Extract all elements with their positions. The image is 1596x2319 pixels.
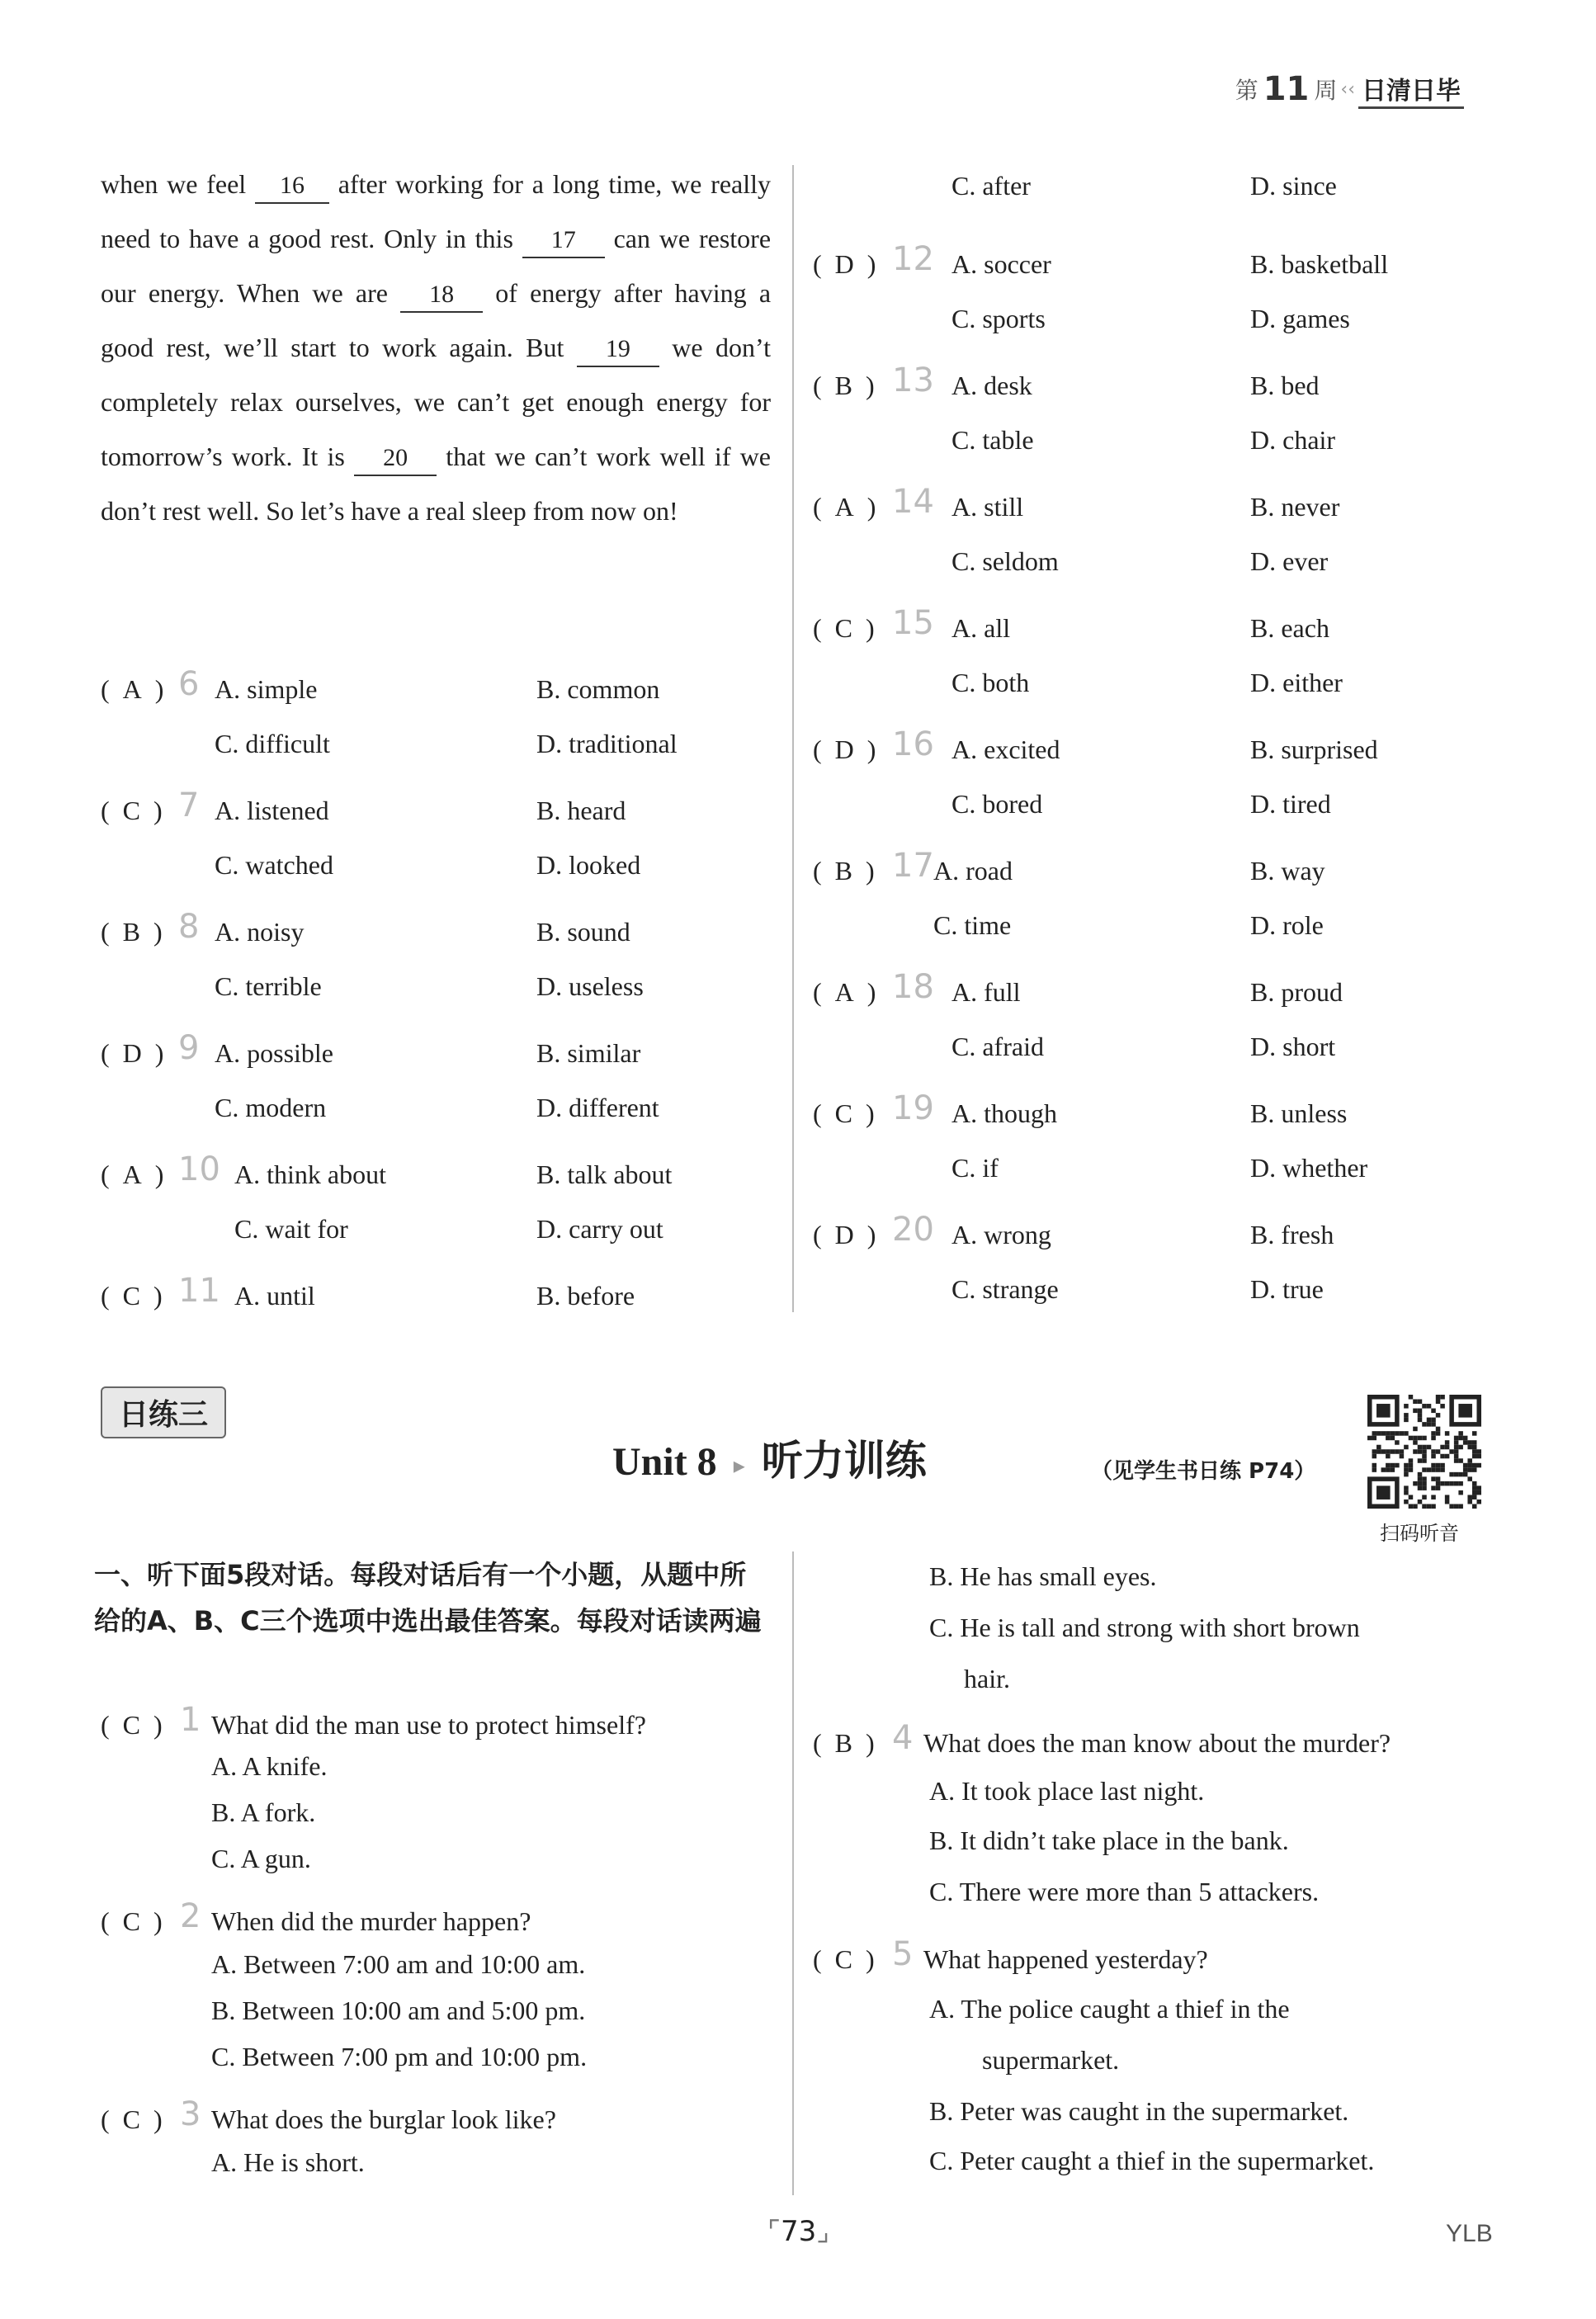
option-c: C. afraid: [951, 1032, 1044, 1061]
blank-17: 17: [522, 224, 605, 258]
option-d: D. useless: [536, 971, 644, 1001]
option-a: A. simple: [215, 674, 318, 704]
option-c: C. time: [933, 910, 1012, 940]
listening-instruction: 一、听下面5段对话。每段对话后有一个小题，从题中所给的A、B、C三个选项中选出最佳答案。每段对话读两遍: [94, 1559, 762, 1637]
answer-letter: B: [834, 371, 852, 400]
week-prefix: 第: [1235, 77, 1258, 104]
answer-letter: C: [122, 1710, 140, 1740]
option-a: A. soccer: [951, 249, 1051, 279]
answer-letter: D: [834, 249, 854, 279]
question-text: When did the murder happen?: [211, 1906, 531, 1936]
answer-letter: A: [122, 674, 142, 704]
option-b: B. basketball: [1250, 249, 1389, 279]
question-number: 14: [892, 483, 934, 521]
answer-paren: ( C ): [101, 796, 163, 825]
option-d: D. looked: [536, 850, 641, 880]
answer-letter: B: [122, 917, 140, 947]
answer-letter: C: [122, 2104, 140, 2134]
option-b: B. sound: [536, 917, 630, 947]
option-c: C. after: [951, 171, 1031, 201]
option-b: B. similar: [536, 1038, 641, 1068]
question-number: 5: [892, 1935, 914, 1973]
option-a: A. listened: [215, 796, 329, 825]
option-d: D. short: [1250, 1032, 1336, 1061]
question-number: 2: [180, 1897, 201, 1935]
option-b: B. never: [1250, 492, 1340, 522]
passage-seg: when we feel: [101, 169, 247, 199]
option-a: A. all: [951, 613, 1011, 643]
option-c: C. table: [951, 425, 1034, 455]
listening-option: B. He has small eyes.: [929, 1561, 1157, 1591]
option-c: C. modern: [215, 1093, 327, 1122]
answer-paren: ( B ): [813, 1728, 875, 1758]
answer-paren: ( A ): [101, 1160, 164, 1189]
listening-option: C. Peter caught a thief in the supermarket.: [929, 2146, 1375, 2175]
listening-option: C. A gun.: [211, 1844, 311, 1873]
answer-letter: C: [834, 613, 852, 643]
question-number: 9: [178, 1029, 200, 1067]
answer-paren: ( D ): [813, 1220, 876, 1249]
blank-16: 16: [255, 169, 329, 204]
day-practice-tag: 日练三: [101, 1386, 226, 1438]
option-d: D. chair: [1250, 425, 1336, 455]
option-b: B. way: [1250, 856, 1325, 886]
unit-subtitle: 听力训练: [761, 1437, 927, 1485]
answer-letter: B: [834, 1728, 852, 1758]
option-c: C. both: [951, 668, 1030, 697]
option-b: B. before: [536, 1281, 635, 1311]
arrow-icon: ▸: [733, 1452, 745, 1479]
listening-option: A. The police caught a thief in the: [929, 1994, 1290, 2024]
question-number: 12: [892, 240, 934, 278]
chevron-icon: ‹‹: [1340, 78, 1355, 100]
option-a: A. excited: [951, 734, 1060, 764]
passage-seg: of energy after having a good rest, we’ll start to work again. But: [101, 278, 772, 362]
question-number: 4: [892, 1719, 914, 1757]
answer-paren: ( B ): [813, 856, 875, 886]
answer-letter: C: [834, 1098, 852, 1128]
answer-letter: A: [834, 977, 854, 1007]
listening-option: C. He is tall and strong with short brown: [929, 1613, 1360, 1642]
week-suffix: 周: [1314, 77, 1338, 104]
passage-seg: we don’t completely relax ourselves, we can’t get enough energy for tomorrow’s work. It is: [101, 333, 772, 471]
passage-seg: can we restore our energy. When we are: [101, 224, 772, 308]
answer-paren: ( D ): [101, 1038, 164, 1068]
answer-letter: D: [834, 734, 854, 764]
blank-20: 20: [354, 442, 437, 476]
answer-paren: ( A ): [813, 977, 876, 1007]
answer-letter: C: [122, 1906, 140, 1936]
question-number: 11: [178, 1272, 220, 1310]
question-number: 3: [180, 2095, 201, 2133]
answer-letter: C: [122, 796, 140, 825]
option-d: D. different: [536, 1093, 659, 1122]
option-c: C. wait for: [234, 1214, 348, 1244]
option-d: D. tired: [1250, 789, 1331, 819]
listening-option: A. Between 7:00 am and 10:00 am.: [211, 1949, 586, 1979]
passage-text: [101, 157, 771, 538]
option-a: A. wrong: [951, 1220, 1051, 1249]
option-a: A. until: [234, 1281, 315, 1311]
option-d: D. ever: [1250, 546, 1329, 576]
option-d: D. true: [1250, 1274, 1324, 1304]
option-d: D. whether: [1250, 1153, 1368, 1183]
question-number: 1: [180, 1701, 201, 1739]
listening-option: B. It didn’t take place in the bank.: [929, 1825, 1289, 1855]
question-number: 8: [178, 908, 200, 946]
answer-paren: ( C ): [813, 613, 875, 643]
column-divider: [792, 165, 794, 1312]
option-c: C. sports: [951, 304, 1046, 333]
qr-code-icon[interactable]: [1367, 1395, 1481, 1509]
listening-option: supermarket.: [982, 2045, 1120, 2075]
answer-letter: C: [834, 1944, 852, 1974]
option-c: C. terrible: [215, 971, 322, 1001]
answer-paren: ( C ): [101, 1710, 163, 1740]
option-b: B. common: [536, 674, 660, 704]
blank-19: 19: [577, 333, 659, 367]
page-number: ⌜73⌟: [767, 2215, 830, 2248]
option-c: C. bored: [951, 789, 1043, 819]
question-text: What does the man know about the murder?: [923, 1728, 1391, 1758]
question-number: 19: [892, 1089, 934, 1127]
option-a: A. though: [951, 1098, 1057, 1128]
option-c: C. strange: [951, 1274, 1059, 1304]
unit-title: [612, 1428, 927, 1487]
question-number: 15: [892, 604, 934, 642]
answer-paren: ( C ): [101, 1906, 163, 1936]
listening-option: A. He is short.: [211, 2147, 365, 2177]
option-b: B. bed: [1250, 371, 1320, 400]
listening-option: B. Peter was caught in the supermarket.: [929, 2096, 1349, 2126]
option-d: D. role: [1250, 910, 1324, 940]
passage-seg: after working for a long time, we really need to have a good rest. Only in this: [101, 169, 772, 253]
answer-paren: ( A ): [813, 492, 876, 522]
option-d: D. either: [1250, 668, 1343, 697]
option-c: C. watched: [215, 850, 333, 880]
option-d: D. carry out: [536, 1214, 663, 1244]
answer-paren: ( C ): [813, 1098, 875, 1128]
answer-paren: ( D ): [813, 734, 876, 764]
answer-paren: ( A ): [101, 674, 164, 704]
option-a: A. possible: [215, 1038, 333, 1068]
answer-paren: ( D ): [813, 249, 876, 279]
footer-code: YLB: [1446, 2220, 1493, 2247]
question-number: 10: [178, 1150, 220, 1188]
option-a: A. road: [933, 856, 1013, 886]
question-number: 17: [892, 847, 934, 885]
option-b: B. heard: [536, 796, 626, 825]
question-text: What did the man use to protect himself?: [211, 1710, 646, 1740]
option-b: B. surprised: [1250, 734, 1378, 764]
option-c: C. if: [951, 1153, 999, 1183]
answer-paren: ( B ): [101, 917, 163, 947]
option-b: B. unless: [1250, 1098, 1348, 1128]
option-b: B. fresh: [1250, 1220, 1334, 1249]
question-text: What does the burglar look like?: [211, 2104, 556, 2134]
question-number: 6: [178, 665, 200, 703]
header-title: 日清日毕: [1358, 70, 1464, 109]
question-number: 16: [892, 725, 934, 763]
answer-letter: A: [122, 1160, 142, 1189]
option-b: B. talk about: [536, 1160, 673, 1189]
question-number: 20: [892, 1211, 934, 1249]
option-b: B. each: [1250, 613, 1329, 643]
listening-option: A. It took place last night.: [929, 1776, 1205, 1806]
question-number: 18: [892, 968, 934, 1006]
answer-paren: ( B ): [813, 371, 875, 400]
answer-letter: D: [122, 1038, 142, 1068]
question-number: 7: [178, 786, 200, 824]
question-number: 13: [892, 361, 934, 399]
column-divider: [792, 1552, 794, 2195]
week-number: 11: [1263, 70, 1310, 108]
option-d: D. traditional: [536, 729, 678, 758]
question-text: What happened yesterday?: [923, 1944, 1208, 1974]
option-a: A. still: [951, 492, 1024, 522]
answer-paren: ( C ): [101, 2104, 163, 2134]
unit-reference: （见学生书日练 P74）: [1091, 1459, 1316, 1484]
qr-label: 扫码听音: [1380, 1522, 1459, 1545]
answer-letter: D: [834, 1220, 854, 1249]
option-d: D. since: [1250, 171, 1337, 201]
listening-option: B. Between 10:00 am and 5:00 pm.: [211, 1995, 586, 2025]
answer-paren: ( C ): [813, 1944, 875, 1974]
listening-option: hair.: [964, 1664, 1010, 1693]
listening-option: C. Between 7:00 pm and 10:00 pm.: [211, 2042, 588, 2071]
option-d: D. games: [1250, 304, 1350, 333]
option-a: A. noisy: [215, 917, 305, 947]
listening-option: A. A knife.: [211, 1751, 328, 1781]
option-a: A. think about: [234, 1160, 386, 1189]
answer-letter: C: [122, 1281, 140, 1311]
listening-option: B. A fork.: [211, 1797, 316, 1827]
answer-letter: B: [834, 856, 852, 886]
option-a: A. desk: [951, 371, 1032, 400]
option-c: C. seldom: [951, 546, 1059, 576]
page-number-text: 73: [780, 2215, 817, 2248]
answer-paren: ( C ): [101, 1281, 163, 1311]
blank-18: 18: [400, 278, 483, 313]
listening-option: C. There were more than 5 attackers.: [929, 1877, 1320, 1906]
passage-seg: that we can’t work well if we don’t rest well. So let’s have a real sleep from now on!: [101, 442, 771, 526]
option-b: B. proud: [1250, 977, 1343, 1007]
option-a: A. full: [951, 977, 1021, 1007]
answer-letter: A: [834, 492, 854, 522]
unit-number: Unit 8: [612, 1440, 717, 1484]
week-header: [1235, 66, 1464, 112]
passage: [101, 157, 771, 538]
option-c: C. difficult: [215, 729, 330, 758]
